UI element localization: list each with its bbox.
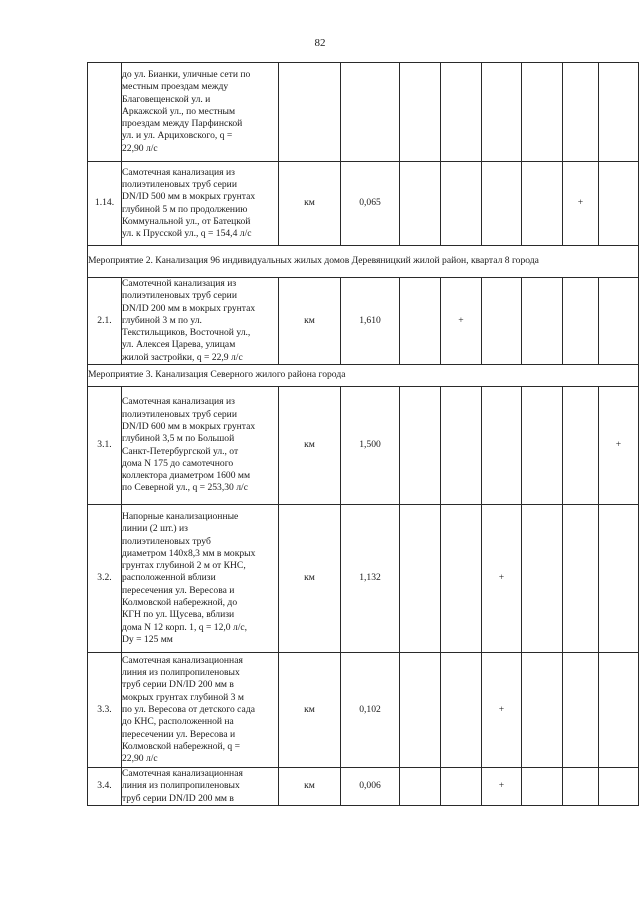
quantity-cell: 0,065	[341, 162, 400, 246]
measures-table	[87, 62, 639, 806]
item-description	[122, 768, 279, 806]
item-description-text: Самотечная канализационная линия из полипропиленовых труб серии DN/ID 200 мм в мокрых грунтах глубиной 3 м по ул. Вересова от детского сада до КНС, расположенной на пересечении ул. Вересова и Колмовской набережной, q = 22,90 л/с	[122, 654, 255, 765]
quantity-cell: 1,610	[341, 278, 400, 365]
year-mark-cell	[482, 387, 522, 505]
item-number: 3.4.	[88, 768, 122, 806]
year-mark-cell	[441, 768, 482, 806]
quantity-cell: 1,500	[341, 387, 400, 505]
year-mark-cell	[522, 162, 563, 246]
table-row	[88, 768, 639, 806]
table-row	[88, 278, 639, 365]
year-mark-cell	[522, 653, 563, 768]
year-mark-cell	[599, 653, 639, 768]
item-description-text: Самотечная канализация из полиэтиленовых труб серии DN/ID 500 мм в мокрых грунтах глубиной 5 м по продолжению Коммунальной ул., от Батецкой ул. к Прусской ул., q = 154,4 л/с	[122, 166, 256, 240]
item-description-text: до ул. Бианки, уличные сети по местным проездам между Благовещенской ул. и Аркажской ул., по местным проездам между Парфинской ул. и ул. Арциховского, q = 22,90 л/с	[122, 68, 251, 154]
year-mark-cell	[599, 162, 639, 246]
section-header-row	[88, 365, 639, 387]
year-mark-cell	[599, 63, 639, 162]
item-number: 3.2.	[88, 505, 122, 653]
year-mark-cell	[441, 505, 482, 653]
quantity-cell	[341, 63, 400, 162]
year-mark-cell	[441, 63, 482, 162]
table-row	[88, 387, 639, 505]
year-mark-cell	[441, 162, 482, 246]
year-mark-cell	[563, 63, 599, 162]
item-number: 1.14.	[88, 162, 122, 246]
year-mark-cell	[522, 387, 563, 505]
quantity-cell: 0,006	[341, 768, 400, 806]
item-description	[122, 278, 279, 365]
year-mark-cell	[563, 653, 599, 768]
item-description	[122, 387, 279, 505]
table-row	[88, 162, 639, 246]
year-mark-cell: +	[482, 768, 522, 806]
unit-cell: км	[279, 278, 341, 365]
year-mark-cell	[599, 278, 639, 365]
year-mark-cell	[599, 768, 639, 806]
item-number	[88, 63, 122, 162]
unit-cell: км	[279, 387, 341, 505]
item-number: 3.3.	[88, 653, 122, 768]
item-number: 2.1.	[88, 278, 122, 365]
year-mark-cell	[563, 768, 599, 806]
year-mark-cell	[522, 63, 563, 162]
year-mark-cell	[400, 278, 441, 365]
year-mark-cell	[522, 278, 563, 365]
year-mark-cell	[482, 278, 522, 365]
year-mark-cell	[522, 768, 563, 806]
year-mark-cell	[482, 63, 522, 162]
page-number: 82	[314, 37, 326, 49]
item-description	[122, 653, 279, 768]
year-mark-cell	[441, 653, 482, 768]
item-description	[122, 505, 279, 653]
year-mark-cell	[599, 505, 639, 653]
year-mark-cell	[522, 505, 563, 653]
year-mark-cell	[563, 387, 599, 505]
item-description	[122, 63, 279, 162]
quantity-cell: 1,132	[341, 505, 400, 653]
unit-cell: км	[279, 653, 341, 768]
table-row	[88, 653, 639, 768]
year-mark-cell	[400, 162, 441, 246]
table-row	[88, 63, 639, 162]
table-row	[88, 505, 639, 653]
item-number: 3.1.	[88, 387, 122, 505]
year-mark-cell	[400, 387, 441, 505]
year-mark-cell	[482, 162, 522, 246]
year-mark-cell	[563, 505, 599, 653]
section-header-row	[88, 246, 639, 278]
item-description	[122, 162, 279, 246]
year-mark-cell: +	[482, 505, 522, 653]
year-mark-cell: +	[563, 162, 599, 246]
section-title: Мероприятие 3. Канализация Северного жилого района города	[88, 365, 639, 387]
year-mark-cell	[400, 653, 441, 768]
year-mark-cell	[400, 505, 441, 653]
unit-cell: км	[279, 162, 341, 246]
year-mark-cell	[563, 278, 599, 365]
unit-cell: км	[279, 505, 341, 653]
year-mark-cell: +	[599, 387, 639, 505]
item-description-text: Самотечной канализация из полиэтиленовых труб серии DN/ID 200 мм в мокрых грунтах глубиной 3 м по ул. Текстильщиков, Восточной ул., ул. Алексея Царева, улицам жилой застройки, q = 22,9 л/с	[122, 278, 256, 363]
year-mark-cell	[400, 768, 441, 806]
year-mark-cell: +	[441, 278, 482, 365]
unit-cell: км	[279, 768, 341, 806]
item-description-text: Напорные канализационные линии (2 шт.) из полиэтиленовых труб диаметром 140х8,3 мм в мокрых грунтах глубиной 2 м от КНС, расположенной вблизи пересечения ул. Вересова и Колмовской набережной, до КГН по ул. Щусева, вблизи дома N 12 корп. 1, q = 12,0 л/с, Dy = 125 мм	[122, 510, 256, 645]
item-description-text: Самотечная канализация из полиэтиленовых труб серии DN/ID 600 мм в мокрых грунтах глубиной 3,5 м по Большой Санкт-Петербургской ул., от дома N 175 до самотечного коллектора диаметром 1600 мм по Северной ул., q = 253,30 л/с	[122, 396, 256, 494]
item-description-text: Самотечная канализационная линия из полипропиленовых труб серии DN/ID 200 мм в	[122, 768, 243, 804]
year-mark-cell	[400, 63, 441, 162]
section-title: Мероприятие 2. Канализация 96 индивидуальных жилых домов Деревяницкий жилой район, квартал 8 города	[88, 246, 639, 278]
year-mark-cell: +	[482, 653, 522, 768]
unit-cell	[279, 63, 341, 162]
year-mark-cell	[441, 387, 482, 505]
quantity-cell: 0,102	[341, 653, 400, 768]
